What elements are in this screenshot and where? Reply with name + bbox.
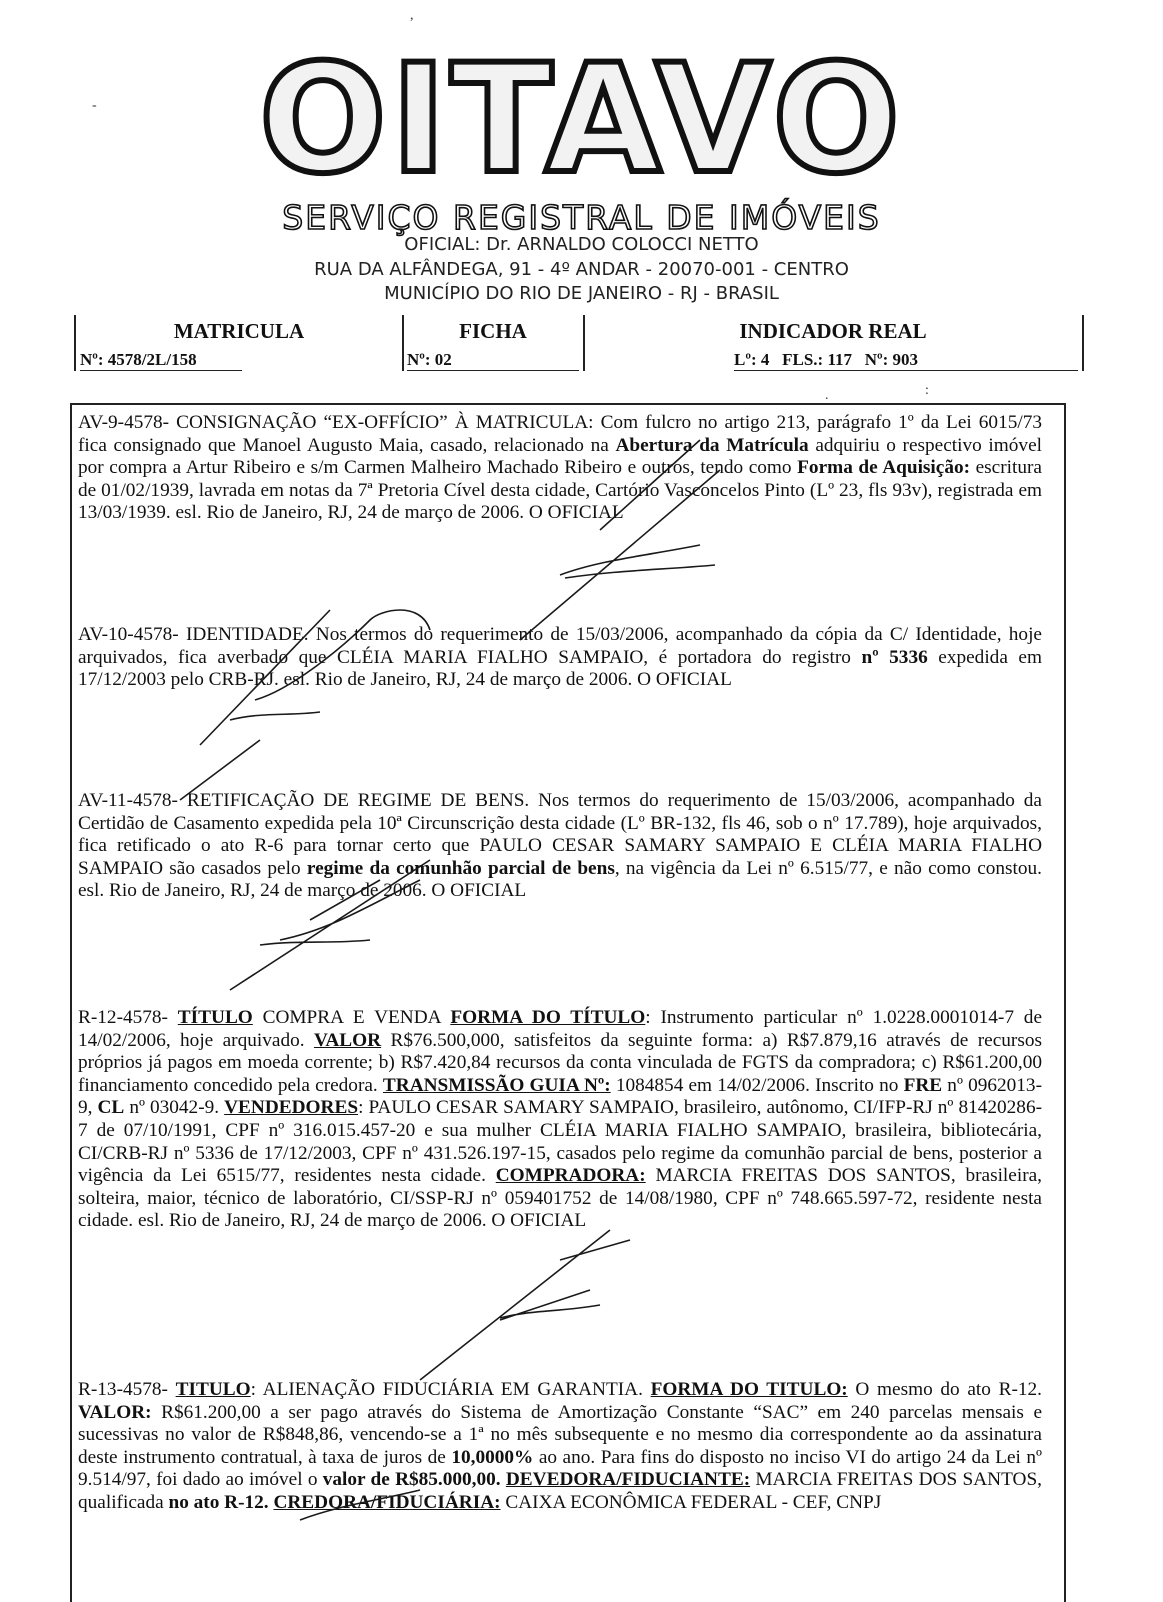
entry-text: AV-9-4578- CONSIGNAÇÃO “EX-OFFÍCIO” À MATRICULA: Com fulcro no artigo 213, parágrafo 1º da Lei 6015/73 fica consignado que Manoel Augusto Maia, casado, relacionado na Abertura da Matrícula adquiriu o respectivo imóvel por compra a Artur Ribeiro e s/m Carmen Malheiro Machado Ribeiro e outros, tendo como Forma de Aquisição: escritura de 01/02/1939, lavrada em notas da 7ª Pretoria Cível desta cidade, Cartório Vasconcelos Pinto (Lº 23, fls 93v), registrada em 13/03/1939. esl. Rio de Janeiro, RJ, 24 de março de 2006. O OFICIAL [78,412,1042,524]
indicador-value: Lº: 4 FLS.: 117 Nº: 903 [734,350,1078,371]
scan-speck: - [92,98,97,113]
matricula-value: Nº: 4578/2L/158 [80,350,242,371]
officer-line: OFICIAL: Dr. ARNALDO COLOCCI NETTO [404,234,759,255]
entry-text: R-13-4578- TITULO: ALIENAÇÃO FIDUCIÁRIA EM GARANTIA. FORMA DO TITULO: O mesmo do ato R-12. VALOR: R$61.200,00 a ser pago através do Sistema de Amortização Constante “SAC” em 240 parcelas mensais e sucessivas no valor de R$848,86, vencendo-se a 1ª no mês subsequente e no mesmo dia correspondente ao da assinatura deste instrumento contratual, à taxa de juros de 10,0000% ao ano. Para fins do disposto no inciso VI do artigo 24 da Lei nº 9.514/97, foi dado ao imóvel o valor de R$85.000,00. DEVEDORA/FIDUCIANTE: MARCIA FREITAS DOS SANTOS, qualificada no ato R-12. CREDORA/FIDUCIÁRIA: CAIXA ECONÔMICA FEDERAL - CEF, CNPJ [78,1379,1042,1513]
entry-text: R-12-4578- TÍTULO COMPRA E VENDA FORMA DO TÍTULO: Instrumento particular nº 1.0228.0001014-7 de 14/02/2006, hoje arquivado. VALOR R$76.500,000, satisfeitos da seguinte forma: a) R$7.879,16 através de recursos próprios já pagos em moeda corrente; b) R$7.420,84 recursos da conta vinculada de FGTS da compradora; c) R$61.200,00 financiamento concedido pela credora. TRANSMISSÃO GUIA Nº: 1084854 em 14/02/2006. Inscrito no FRE nº 0962013-9, CL nº 03042-9. VENDEDORES: PAULO CESAR SAMARY SAMPAIO, brasileiro, autônomo, CI/IFP-RJ nº 81420286-7 de 07/10/1991, CPF nº 316.015.457-20 e sua mulher CLÉIA MARIA FIALHO SAMPAIO, brasileira, bibliotecária, CI/CRB-RJ nº 5336 de 17/12/2003, CPF nº 431.526.197-15, casados pelo regime da comunhão parcial de bens, posterior a vigência da Lei 6515/77, residentes nesta cidade. COMPRADORA: MARCIA FREITAS DOS SANTOS, brasileira, solteira, maior, técnico de laboratório, CI/SSP-RJ nº 059401752 de 14/08/1980, CPF nº 748.665.597-72, residente nesta cidade. esl. Rio de Janeiro, RJ, 24 de março de 2006. O OFICIAL [78,1007,1043,1232]
entry-av11 [78,790,1042,903]
registry-header [74,315,1084,371]
ficha-label: FICHA [459,319,527,343]
entry-r12 [78,1007,1042,1233]
entry-av10 [78,624,1042,692]
matricula-cell [76,315,402,371]
ficha-value: Nº: 02 [407,350,579,371]
ficha-cell [403,315,583,371]
logo-word: OITAVO [259,33,904,207]
address-line: RUA DA ALFÂNDEGA, 91 - 4º ANDAR - 20070-001 - CENTRO [314,259,849,280]
entry-r13 [78,1379,1042,1515]
municipality-line: MUNICÍPIO DO RIO DE JANEIRO - RJ - BRASIL [384,283,779,304]
entry-text: AV-11-4578- RETIFICAÇÃO DE REGIME DE BENS. Nos termos do requerimento de 15/03/2006, acompanhado da Certidão de Casamento expedida pela 10ª Circunscrição desta cidade (Lº BR-132, fls 46, sob o nº 17.789), hoje arquivados, fica retificado o ato R-6 para tornar certo que PAULO CESAR SAMARY SAMPAIO E CLÉIA MARIA FIALHO SAMPAIO são casados pelo regime da comunhão parcial de bens, na vigência da Lei nº 6.515/77, e não como constou. esl. Rio de Janeiro, RJ, 24 de março de 2006. O OFICIAL [78,790,1042,902]
indicador-cell [584,315,1082,371]
entry-text: AV-10-4578- IDENTIDADE. Nos termos do requerimento de 15/03/2006, acompanhado da cópia da C/ Identidade, hoje arquivados, fica averbado que CLÉIA MARIA FIALHO SAMPAIO, é portadora do registro nº 5336 expedida em 17/12/2003 pelo CRB-RJ. esl. Rio de Janeiro, RJ, 24 de março de 2006. O OFICIAL [78,624,1042,691]
matricula-label: MATRICULA [173,319,305,343]
scan-speck: , [410,8,414,23]
service-name: SERVIÇO REGISTRAL DE IMÓVEIS [282,198,881,237]
registry-logo [0,33,1163,207]
indicador-label: INDICADOR REAL [739,319,927,343]
scan-speck: . [825,388,829,403]
scan-speck: : [925,383,929,398]
entry-av9 [78,412,1042,525]
